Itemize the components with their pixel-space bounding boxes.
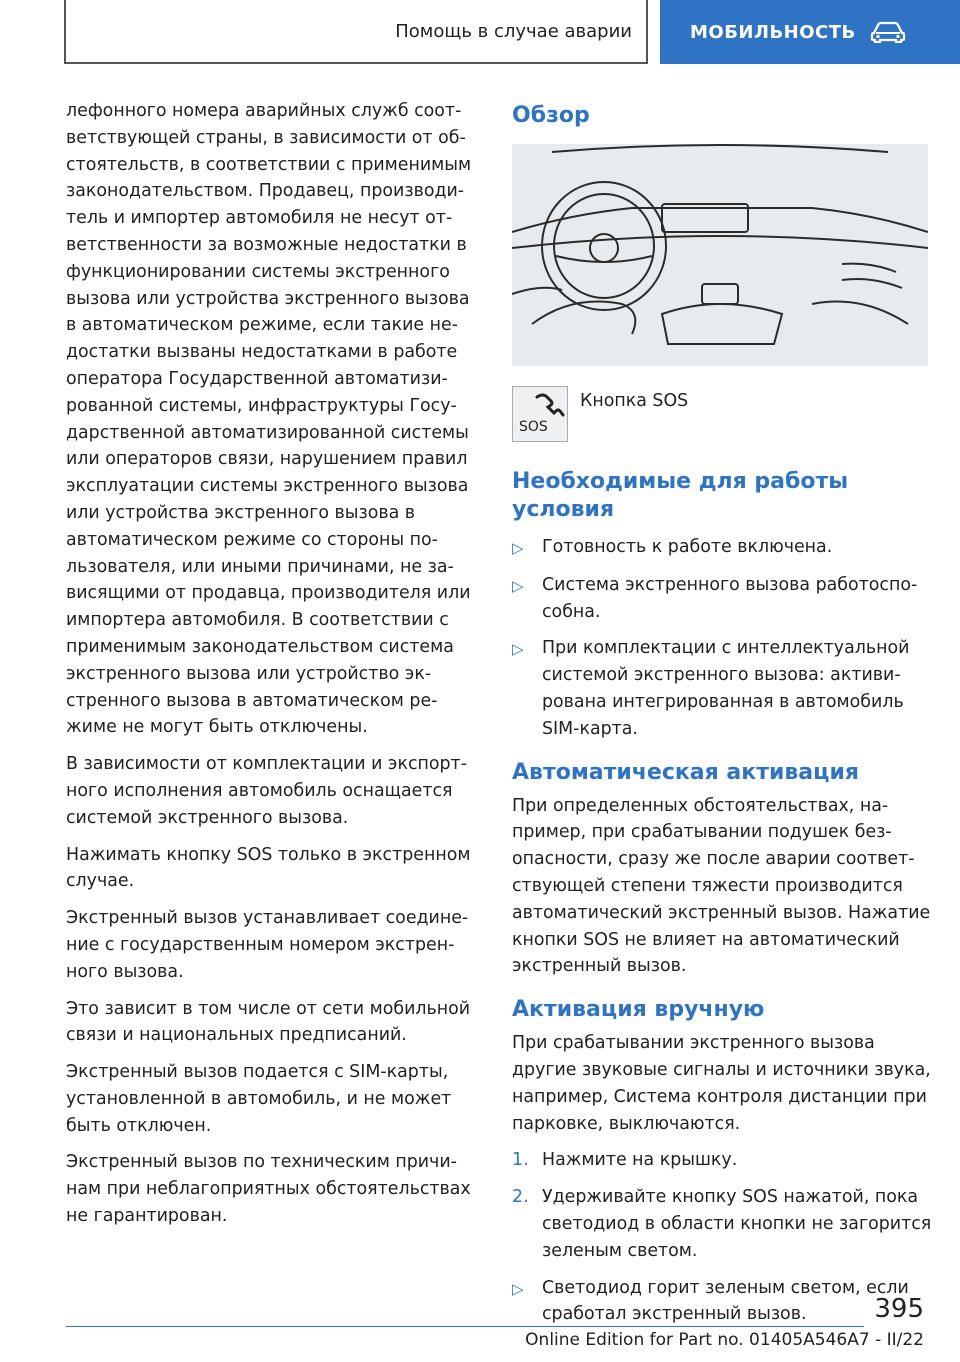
car-icon <box>870 21 906 43</box>
list-item: ▷ Светодиод горит зеленым светом, если сработал экстренный вызов. <box>512 1275 932 1329</box>
header-chapter-tab <box>660 0 960 64</box>
header-section-tab <box>64 0 648 64</box>
conditions-list <box>512 534 932 743</box>
chapter-title: МОБИЛЬНОСТЬ <box>690 21 856 43</box>
paragraph: Нажимать кнопку SOS только в экстренном случае. <box>66 844 471 892</box>
triangle-bullet-icon: ▷ <box>512 1279 524 1298</box>
manual-activation-heading: Активация вручную <box>512 997 765 1023</box>
sos-button-icon <box>512 386 568 442</box>
auto-activation-heading: Автоматическая активация <box>512 759 859 785</box>
list-item: ▷ При комплектации с интеллектуальной системой экстренного вызова: активирована интегрированная в автомобиль SIM-карта. <box>512 635 932 742</box>
result-list <box>512 1275 932 1329</box>
overview-heading: Обзор <box>512 103 590 128</box>
sos-button-legend <box>512 388 932 442</box>
paragraph: Экстренный вызов по техническим причинам при неблагоприятных обстоятельствах не гарантирован. <box>66 1152 471 1227</box>
step-number: 1. <box>512 1150 529 1171</box>
footer-divider <box>66 1326 864 1327</box>
right-column <box>512 98 932 1344</box>
svg-text:SOS: SOS <box>519 419 548 435</box>
list-item: 2. Удерживайте кнопку SOS нажатой, пока светодиод в области кнопки не загорится зеленым светом. <box>512 1184 932 1264</box>
triangle-bullet-icon: ▷ <box>512 539 524 557</box>
step-number: 2. <box>512 1187 529 1208</box>
list-item: 1. Нажмите на крышку. <box>512 1147 932 1174</box>
paragraph: В зависимости от комплектации и экспортного исполнения автомобиль оснащается системой экстренного вызова. <box>66 754 467 828</box>
triangle-bullet-icon: ▷ <box>512 640 524 659</box>
paragraph: Экстренный вызов подается с SIM-карты, установленной в автомобиль, и не может быть отключен. <box>66 1062 452 1136</box>
paragraph: лефонного номера аварийных служб соответствующей страны, в зависимости от обстоятельств, в соответствии с применимым законодательством. Продавец, производитель и импортер автомобиля не несут ответственности за возможные недостатки в функционировании системы экстренного вызова или устройства экстренного вызова в автоматическом режиме, если такие недостатки вызваны недостатками в работе оператора Государственной автоматизированной системы, инфраструктуры Государственной автоматизированной системы или операторов связи, нарушением правил эксплуатации системы экстренного вызова или устройства экстренного вызова в автоматическом режиме со стороны пользователя, или иными причинами, не зависящими от продавца, производителя или импортера автомобиля. В соответствии с применимым законодательством система экстренного вызова или устройство экстренного вызова в автоматическом режиме не могут быть отключены. <box>66 101 472 738</box>
list-item: ▷ Система экстренного вызова работоспособна. <box>512 572 932 626</box>
paragraph: Это зависит в том числе от сети мобильной связи и национальных предписаний. <box>66 998 471 1046</box>
section-title: Помощь в случае аварии <box>395 20 632 42</box>
conditions-heading: Необходимые для работы условия <box>512 469 849 522</box>
sos-button-label: Кнопка SOS <box>580 391 689 411</box>
paragraph: Экстренный вызов устанавливает соединение с государственным номером экстренного вызова. <box>66 908 469 982</box>
left-column <box>66 98 478 1240</box>
edition-footer: Online Edition for Part no. 01405A546A7 - II/22 <box>525 1330 924 1350</box>
dashboard-illustration <box>512 144 928 366</box>
list-item: ▷ Готовность к работе включена. <box>512 534 932 562</box>
page-number: 395 <box>874 1294 924 1324</box>
manual-activation-text: При срабатывании экстренного вызова другие звуковые сигналы и источники звука, например, Система контроля дистанции при парковке, выключаются. <box>512 1033 931 1134</box>
steps-list <box>512 1147 932 1264</box>
auto-activation-text: При определенных обстоятельствах, например, при срабатывании подушек безопасности, сразу же после аварии соответствующей степени тяжести производится автоматический экстренный вызов. Нажатие кнопки SOS не влияет на автоматический экстренный вызов. <box>512 795 931 977</box>
triangle-bullet-icon: ▷ <box>512 576 524 595</box>
